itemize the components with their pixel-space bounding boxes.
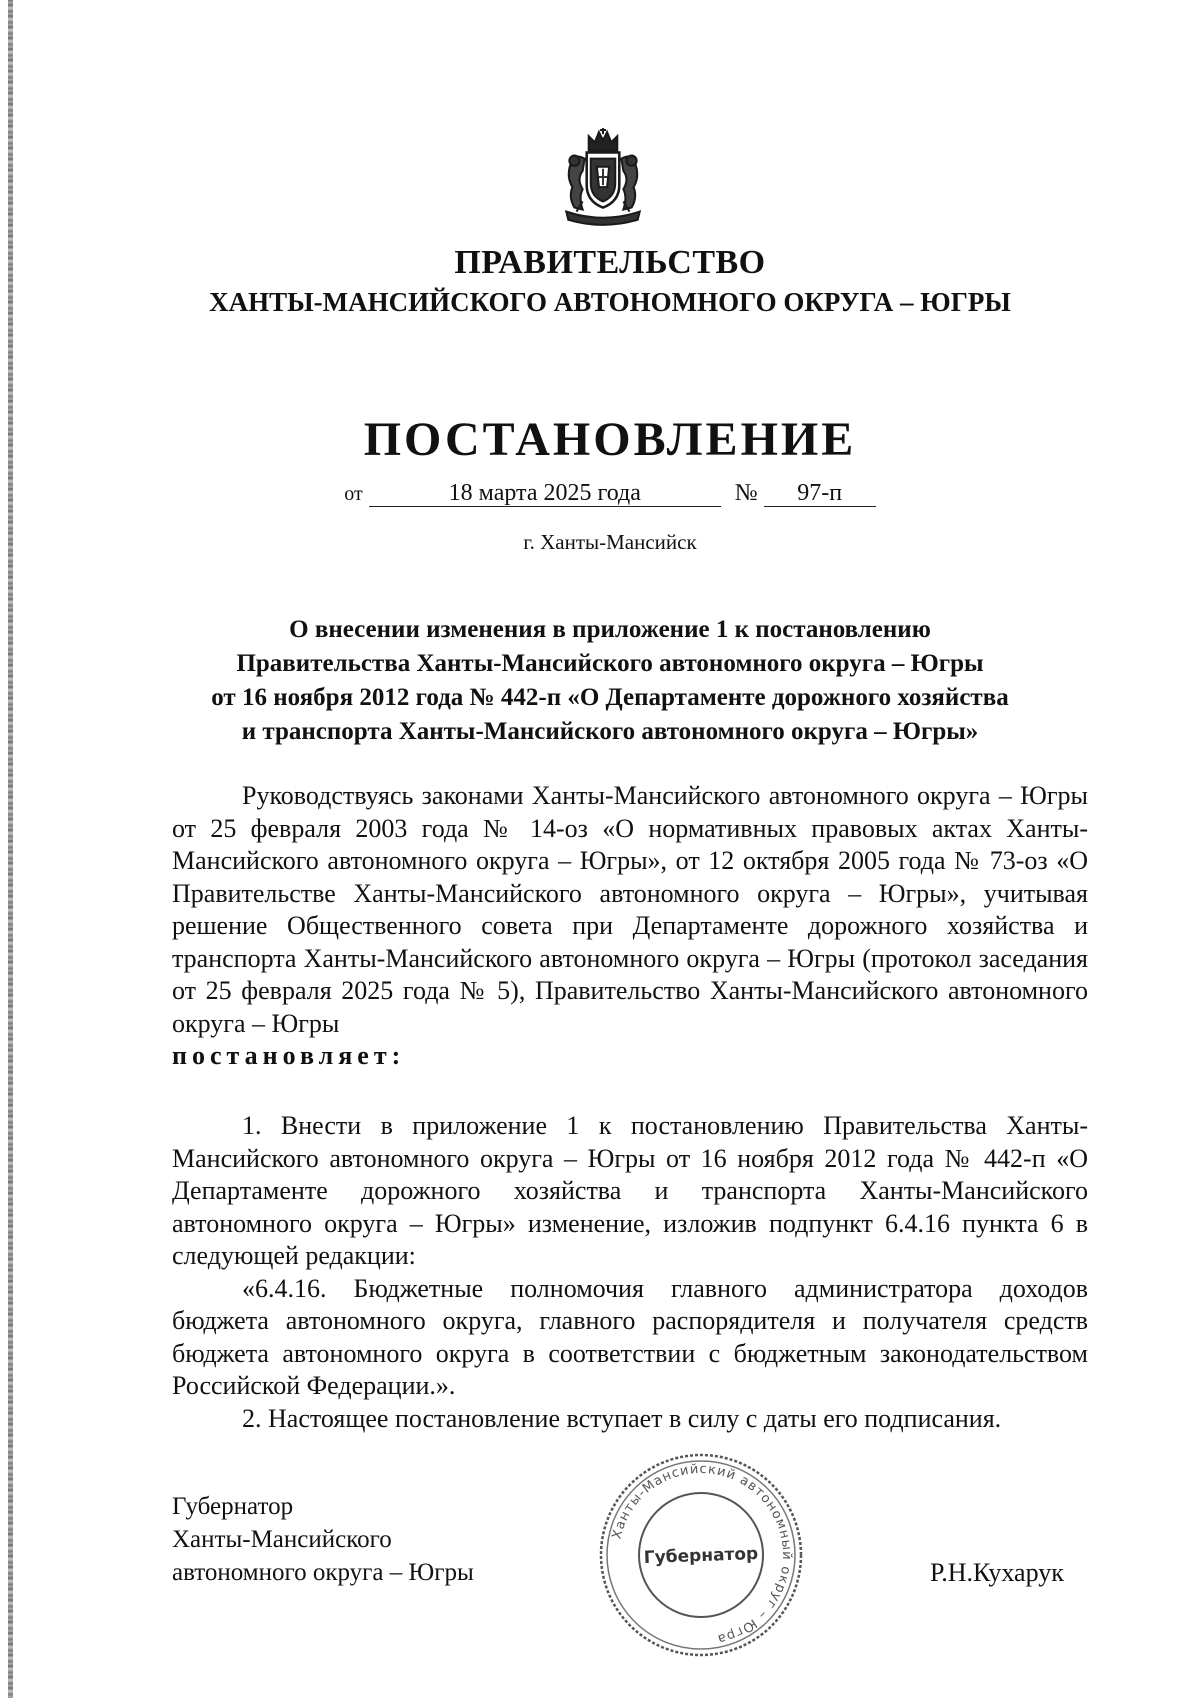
document-number: 97-п: [764, 480, 876, 507]
document-type: ПОСТАНОВЛЕНИЕ: [363, 413, 857, 466]
preamble: [172, 780, 1088, 1073]
signatory-line: Ханты-Мансийского: [172, 1526, 392, 1553]
date-prefix: от: [344, 483, 363, 505]
signatory-line: автономного округа – Югры: [172, 1559, 474, 1586]
signatory-name: Р.Н.Кухарук: [930, 1558, 1064, 1587]
decision-points: [172, 1110, 1088, 1435]
official-stamp: [594, 1448, 808, 1662]
government-title: ПРАВИТЕЛЬСТВО: [454, 244, 766, 281]
subject-line: О внесении изменения в приложение 1 к постановлению: [289, 616, 931, 643]
preamble-text: Руководствуясь законами Ханты-Мансийского автономного округа – Югры от 25 февраля 2003 года № 14-оз «О нормативных правовых актах Ханты-Мансийского автономного округа – Югры», от 12 октября 2005 года № 73-оз «О Правительстве Ханты-Мансийского автономного округа – Югры», учитывая решение Общественного совета при Департаменте дорожного хозяйства и транспорта Ханты-Мансийского автономного округа – Югры (протокол заседания от 25 февраля 2025 года № 5), Правительство Ханты-Мансийского автономного округа – Югры: [172, 781, 1088, 1038]
point-1: 1. Внести в приложение 1 к постановлению Правительства Ханты-Мансийского автономного округа – Югры от 16 ноября 2012 года № 442-п «О Департаменте дорожного хозяйства и транспорта Ханты-Мансийского автономного округа – Югры» изменение, изложив подпункт 6.4.16 пункта 6 в следующей редакции:: [172, 1111, 1088, 1270]
city: г. Ханты-Мансийск: [523, 530, 697, 554]
coat-of-arms-icon: [552, 126, 654, 232]
signatory-title: [172, 1490, 474, 1589]
subject-line: от 16 ноября 2012 года № 442-п «О Департаменте дорожного хозяйства: [211, 684, 1009, 711]
decree-word: постановляет:: [172, 1041, 406, 1070]
document-date: 18 марта 2025 года: [369, 480, 721, 507]
document-subject: [0, 613, 1200, 749]
subject-line: и транспорта Ханты-Мансийского автономного округа – Югры»: [241, 718, 979, 745]
region-title: ХАНТЫ-МАНСИЙСКОГО АВТОНОМНОГО ОКРУГА – ЮГРЫ: [209, 287, 1011, 317]
signatory-line: Губернатор: [172, 1493, 294, 1520]
date-number-line: [0, 480, 1200, 507]
subject-line: Правительства Ханты-Мансийского автономного округа – Югры: [236, 650, 984, 677]
stamp-center-text: Губернатор: [643, 1544, 759, 1568]
number-prefix: №: [734, 480, 758, 506]
stamp-ring-text: Ханты-Мансийский автономный округ – Югра: [609, 1461, 795, 1647]
point-1-quote: «6.4.16. Бюджетные полномочия главного администратора доходов бюджета автономного округа, главного распорядителя и получателя средств бюджета автономного округа в соответствии с бюджетным законодательством Российской Федерации.».: [172, 1273, 1088, 1400]
point-2: 2. Настоящее постановление вступает в силу с даты его подписания.: [242, 1403, 1002, 1433]
